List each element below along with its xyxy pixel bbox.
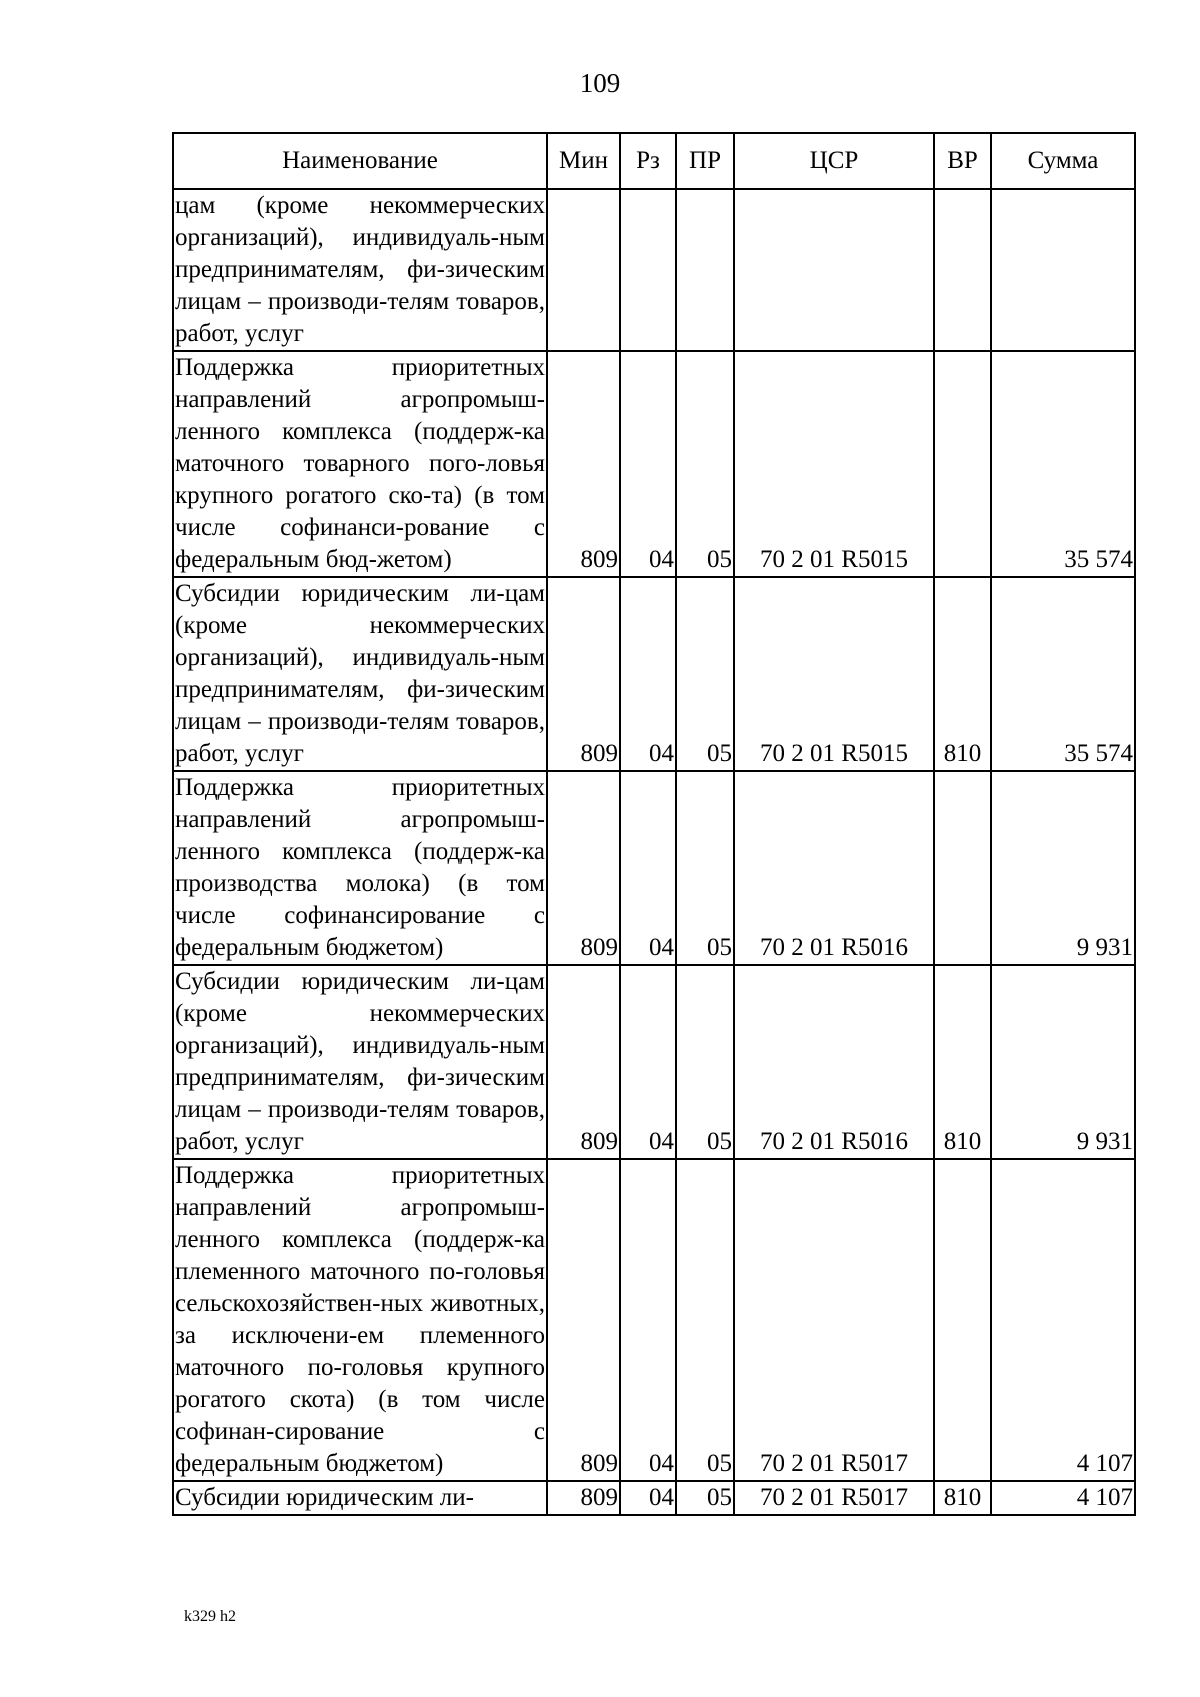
- row-sum: 35 574: [991, 351, 1135, 577]
- row-sum: 4 107: [991, 1481, 1135, 1515]
- row-pr: 05: [676, 965, 734, 1159]
- row-csr: [734, 189, 934, 351]
- row-name: Субсидии юридическим ли-цам (кроме некоммерческих организаций), индивидуаль-ным предпринимателям, фи-зическим лицам – производи-телям товаров, работ, услуг: [173, 965, 547, 1159]
- row-pr: [676, 189, 734, 351]
- row-pr: 05: [676, 577, 734, 771]
- row-min: 809: [547, 1481, 620, 1515]
- row-csr: 70 2 01 R5017: [734, 1481, 934, 1515]
- row-csr: 70 2 01 R5015: [734, 351, 934, 577]
- row-min: 809: [547, 351, 620, 577]
- page-number: 109: [579, 68, 621, 98]
- row-pr: 05: [676, 771, 734, 965]
- header-vr: ВР: [934, 133, 991, 189]
- header-rz: Рз: [620, 133, 676, 189]
- row-rz: 04: [620, 1481, 676, 1515]
- row-rz: 04: [620, 771, 676, 965]
- table-row: [173, 1159, 1135, 1481]
- row-vr: [934, 351, 991, 577]
- header-sum: Сумма: [991, 133, 1135, 189]
- row-csr: 70 2 01 R5016: [734, 771, 934, 965]
- row-name: Субсидии юридическим ли-цам (кроме некоммерческих организаций), индивидуаль-ным предпринимателям, фи-зическим лицам – производи-телям товаров, работ, услуг: [173, 577, 547, 771]
- row-rz: 04: [620, 1159, 676, 1481]
- row-sum: 35 574: [991, 577, 1135, 771]
- row-vr: 810: [934, 577, 991, 771]
- row-sum: [991, 189, 1135, 351]
- row-vr: [934, 189, 991, 351]
- row-rz: 04: [620, 577, 676, 771]
- row-pr: 05: [676, 1481, 734, 1515]
- row-min: 809: [547, 1159, 620, 1481]
- row-name: Субсидии юридическим ли-: [173, 1481, 547, 1515]
- table-row: [173, 577, 1135, 771]
- row-name: Поддержка приоритетных направлений агропромыш-ленного комплекса (поддерж-ка маточного товарного пого-ловья крупного рогатого ско-та) (в том числе софинанси-рование с федеральным бюд-жетом): [173, 351, 547, 577]
- header-name: Наименование: [173, 133, 547, 189]
- footer-code: k329 h2: [184, 1608, 236, 1625]
- row-csr: 70 2 01 R5016: [734, 965, 934, 1159]
- row-name: цам (кроме некоммерческих организаций), индивидуаль-ным предпринимателям, фи-зическим лицам – производи-телям товаров, работ, услуг: [173, 189, 547, 351]
- row-min: 809: [547, 965, 620, 1159]
- table-header-row: [173, 133, 1135, 189]
- row-vr: [934, 771, 991, 965]
- table-row: [173, 771, 1135, 965]
- row-rz: 04: [620, 351, 676, 577]
- row-sum: 4 107: [991, 1159, 1135, 1481]
- table-row: [173, 1481, 1135, 1515]
- header-min: Мин: [547, 133, 620, 189]
- row-min: 809: [547, 771, 620, 965]
- row-vr: [934, 1159, 991, 1481]
- header-csr: ЦСР: [734, 133, 934, 189]
- row-name: Поддержка приоритетных направлений агропромыш-ленного комплекса (поддерж-ка производства молока) (в том числе софинансирование с федеральным бюджетом): [173, 771, 547, 965]
- row-pr: 05: [676, 351, 734, 577]
- row-min: 809: [547, 577, 620, 771]
- row-csr: 70 2 01 R5017: [734, 1159, 934, 1481]
- table-row: [173, 189, 1135, 351]
- row-rz: 04: [620, 965, 676, 1159]
- table-row: [173, 965, 1135, 1159]
- row-min: [547, 189, 620, 351]
- row-sum: 9 931: [991, 965, 1135, 1159]
- row-name: Поддержка приоритетных направлений агропромыш-ленного комплекса (поддерж-ка племенного маточного по-головья сельскохозяйствен-ных животных, за исключени-ем племенного маточного по-головья крупного рогатого скота) (в том числе софинан-сирование с федеральным бюджетом): [173, 1159, 547, 1481]
- table-row: [173, 351, 1135, 577]
- header-pr: ПР: [676, 133, 734, 189]
- row-rz: [620, 189, 676, 351]
- row-vr: 810: [934, 965, 991, 1159]
- budget-table: [172, 132, 1136, 1516]
- row-sum: 9 931: [991, 771, 1135, 965]
- row-csr: 70 2 01 R5015: [734, 577, 934, 771]
- row-vr: 810: [934, 1481, 991, 1515]
- row-pr: 05: [676, 1159, 734, 1481]
